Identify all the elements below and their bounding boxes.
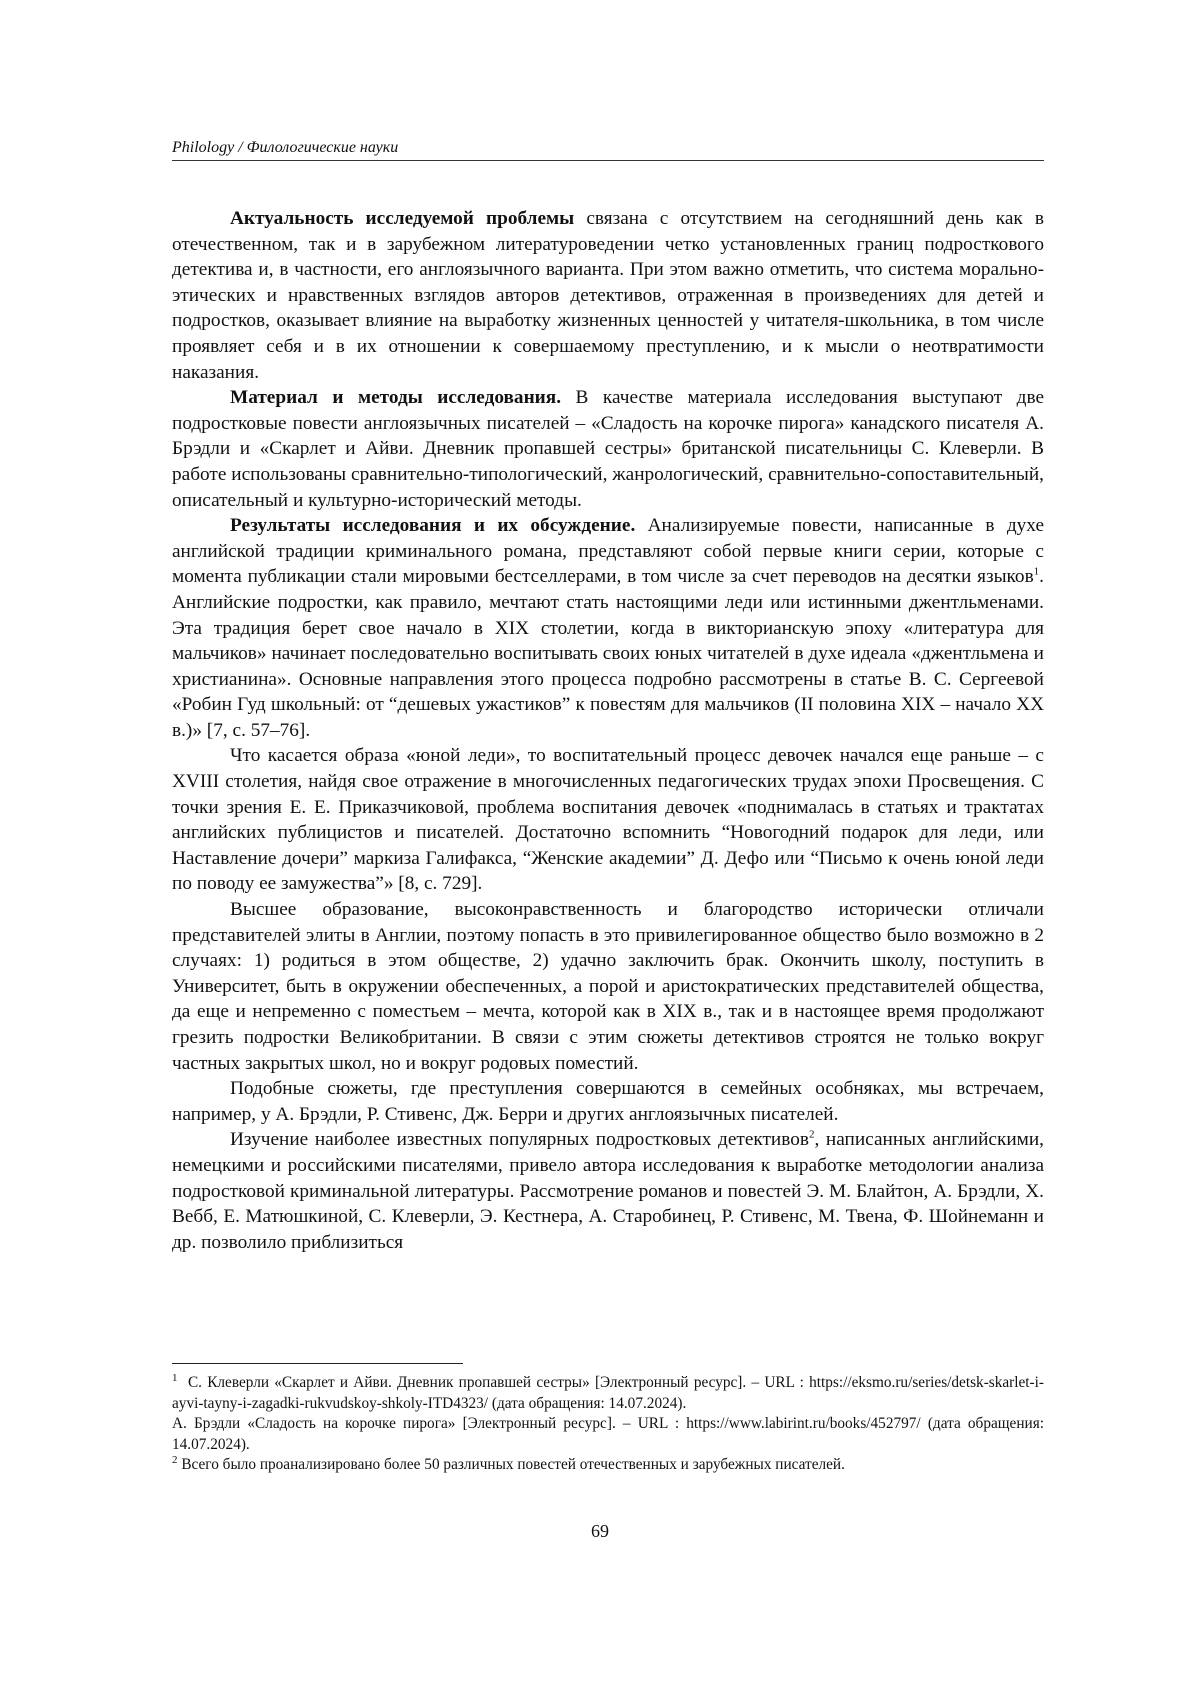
- footnote-text: А. Брэдли «Сладость на корочке пирога» [Электронный ресурс]. – URL : https://www.labirint.ru/books/452797/ (дата обращения: 14.07.2024).: [172, 1415, 1044, 1453]
- paragraph-plots: [172, 1076, 1044, 1127]
- paragraph-study: [172, 1127, 1044, 1255]
- paragraph-text: связана с отсутствием на сегодняшний день как в отечественном, так и в зарубежном литературоведении четко установленных границ подросткового детектива и, в частности, его англоязычного варианта. При этом важно отметить, что система морально-этических и нравственных взглядов авторов детективов, отраженная в произведениях для детей и подростков, оказывает влияние на выработку жизненных ценностей у читателя-школьника, в том числе проявляет себя и в их отношении к совершаемому преступлению, и к мысли о неотвратимости наказания.: [172, 208, 1044, 383]
- page-number: 69: [591, 1521, 609, 1541]
- paragraph-results: [172, 513, 1044, 743]
- footnote-ref-1[interactable]: 1: [1033, 565, 1040, 578]
- paragraph-text: Что касается образа «юной леди», то воспитательный процесс девочек начался еще раньше – с XVIII столетия, найдя свое отражение в многочисленных педагогических трудах эпохи Просвещения. С точки зрения Е. Е. Приказчиковой, проблема воспитания девочек «поднималась в статьях и трактатах английских публицистов и писателей. Достаточно вспомнить “Новогодний подарок для леди, или Наставление дочери” маркиза Галифакса, “Женские академии” Д. Дефо или “Письмо к очень юной леди по поводу ее замужества”» [8, с. 729].: [172, 745, 1044, 895]
- footnote-1: [172, 1373, 1044, 1414]
- footnote-1-cont: [172, 1414, 1044, 1455]
- footnote-text: С. Клеверли «Скарлет и Айви. Дневник пропавшей сестры» [Электронный ресурс]. – URL : https://eksmo.ru/series/detsk-skarlet-i-ayvi-tayny-i-zagadki-rukvudskoy-shkoly-ITD4323/ (дата обращения: 14.07.2024).: [172, 1374, 1044, 1412]
- paragraph-lead: Материал и методы исследования.: [230, 387, 562, 409]
- paragraph-education: [172, 897, 1044, 1076]
- paragraph-relevance: [172, 206, 1044, 385]
- footnote-2: [172, 1455, 1044, 1476]
- running-head: Philology / Филологические науки: [172, 138, 1044, 161]
- paragraph-text: В качестве материала исследования выступают две подростковые повести англоязычных писателей – «Сладость на корочке пирога» канадского писателя А. Брэдли и «Скарлет и Айви. Дневник пропавшей сестры» британской писательницы С. Клеверли. В работе использованы сравнительно-типологический, жанрологический, сравнительно-сопоставительный, описательный и культурно-исторический методы.: [172, 387, 1045, 511]
- footnote-ref-2[interactable]: 2: [808, 1128, 815, 1141]
- paragraph-text: Анализируемые повести, написанные в духе английской традиции криминального романа, представляют собой первые книги серии, которые с момента публикации стали мировыми бестселлерами, в том числе за счет переводов на десятки языков: [172, 515, 1045, 588]
- footnote-mark: 2: [172, 1453, 178, 1466]
- article-body: [172, 206, 1044, 1255]
- footnote-text: Всего было проанализировано более 50 различных повестей отечественных и зарубежных писателей.: [181, 1456, 845, 1473]
- paragraph-text: Высшее образование, высоконравственность и благородство исторически отличали представителей элиты в Англии, поэтому попасть в это привилегированное общество было возможно в 2 случаях: 1) родиться в этом обществе, 2) удачно заключить брак. Окончить школу, поступить в Университет, быть в окружении обеспеченных, а порой и аристократических представителей общества, да еще и непременно с поместьем – мечта, которой как в XIX в., так и в настоящее время продолжают грезить подростки Великобритании. В связи с этим сюжеты детективов строятся не только вокруг частных закрытых школ, но и вокруг родовых поместий.: [172, 899, 1044, 1074]
- footnote-separator: [172, 1363, 463, 1364]
- paragraph-lead: Актуальность исследуемой проблемы: [230, 208, 575, 229]
- paragraph-text: Подобные сюжеты, где преступления совершаются в семейных особняках, мы встречаем, например, у А. Брэдли, Р. Стивенс, Дж. Берри и других англоязычных писателей.: [172, 1078, 1044, 1125]
- paragraph-text-cont: , написанных английскими, немецкими и российскими писателями, привело автора исследования к выработке методологии анализа подростковой криминальной литературы. Рассмотрение романов и повестей Э. М. Блайтон, А. Брэдли, Х. Вебб, Е. Матюшкиной, С. Клеверли, Э. Кестнера, А. Старобинец, Р. Стивенс, М. Твена, Ф. Шойнеманн и др. позволило приблизиться: [172, 1129, 1044, 1253]
- paragraph-lead: Результаты исследования и их обсуждение.: [230, 515, 636, 537]
- footnote-mark: 1: [172, 1371, 178, 1384]
- paragraph-text: Изучение наиболее известных популярных подростковых детективов: [230, 1129, 809, 1151]
- paragraph-text-cont: . Английские подростки, как правило, мечтают стать настоящими леди или истинными джентльменами. Эта традиция берет свое начало в XIX столетии, когда в викторианскую эпоху «литература для мальчиков» начинает последовательно воспитывать своих юных читателей в духе идеала «джентльмена и христианина». Основные направления этого процесса подробно рассмотрены в статье В. С. Сергеевой «Робин Гуд школьный: от “дешевых ужастиков” к повестям для мальчиков (II половина XIX – начало XX в.)» [7, с. 57–76].: [172, 566, 1044, 741]
- paragraph-materials: [172, 385, 1044, 513]
- paragraph-young-lady: [172, 743, 1044, 897]
- footnotes: [172, 1373, 1044, 1476]
